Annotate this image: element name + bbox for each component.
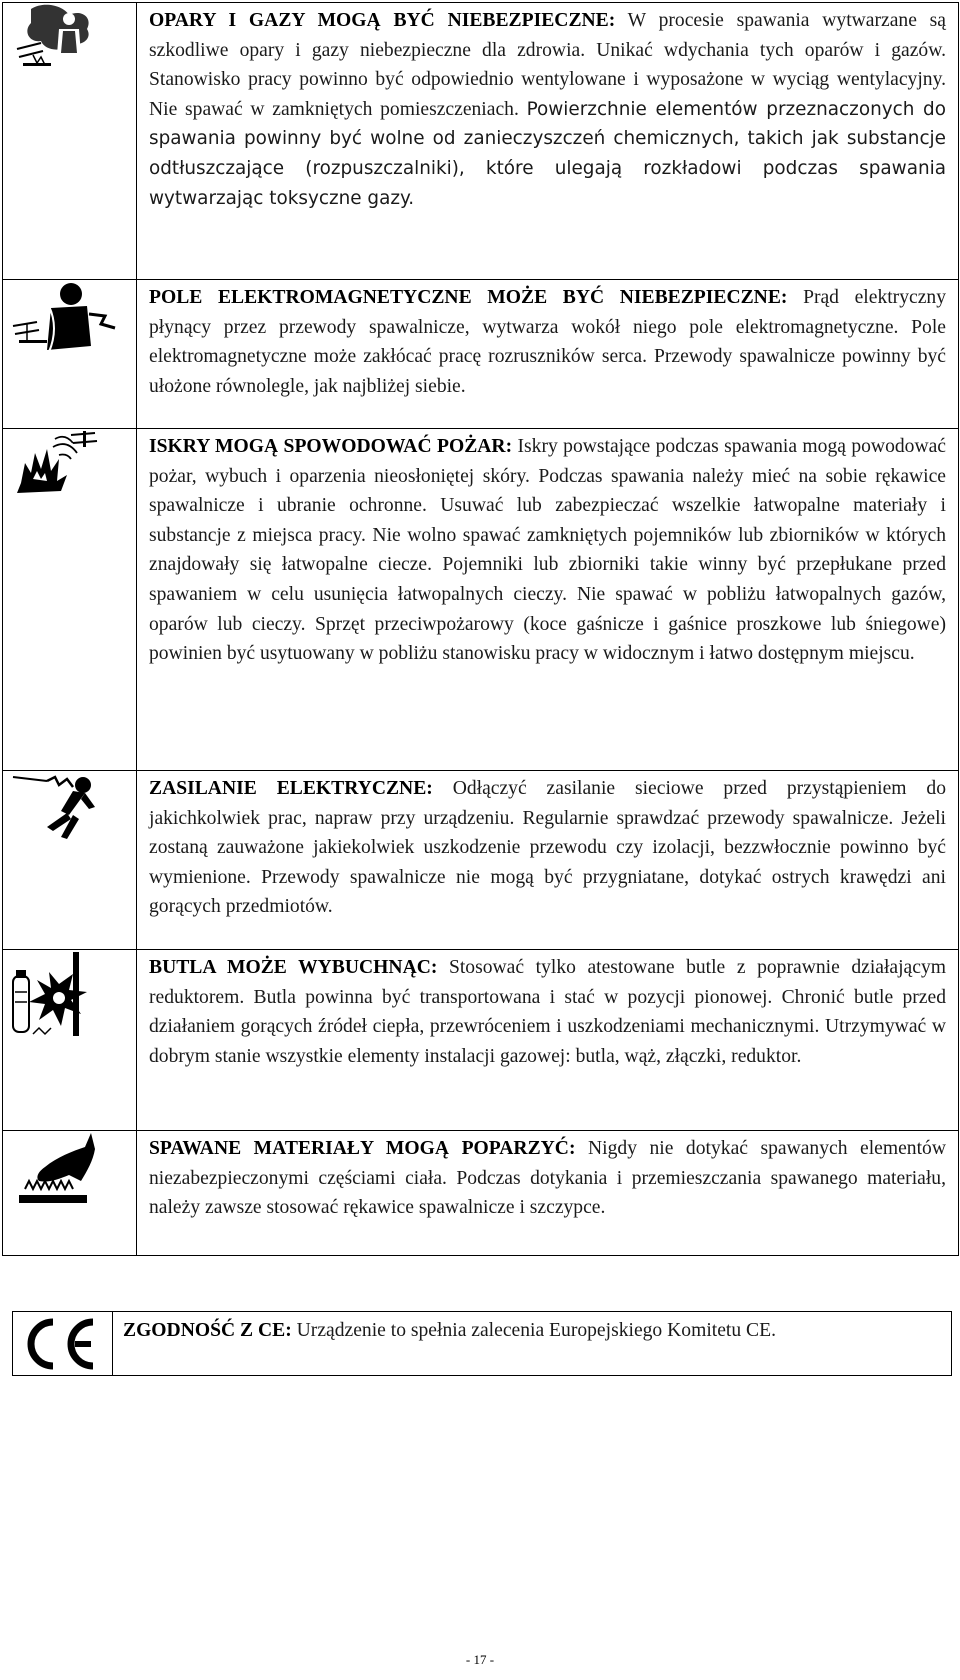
warning-row-hot-surface bbox=[3, 1131, 959, 1256]
hot-surface-burn-icon bbox=[3, 1131, 136, 1211]
warning-heading: SPAWANE MATERIAŁY MOGĄ POPARZYĆ: bbox=[149, 1138, 576, 1159]
ce-body: Urządzenie to spełnia zalecenia Europejskiego Komitetu CE. bbox=[296, 1320, 776, 1341]
ce-mark-icon bbox=[13, 1312, 112, 1375]
warning-heading: BUTLA MOŻE WYBUCHNĄC: bbox=[149, 957, 438, 978]
warning-heading: ZASILANIE ELEKTRYCZNE: bbox=[149, 778, 433, 799]
cylinder-explosion-icon bbox=[3, 950, 136, 1042]
warning-body: Prąd elektryczny płynący przez przewody spawalnicze, wytwarza wokół niego pole elektromagnetyczne. Pole elektromagnetyczne może zakłócać pracę rozruszników serca. Przewody spawalnicze powinny być ułożone równolegle, jak najbliżej siebie. bbox=[149, 287, 946, 397]
warning-paragraph bbox=[149, 1134, 946, 1223]
warning-row-fumes bbox=[3, 3, 959, 280]
warning-paragraph bbox=[149, 774, 946, 922]
warning-heading: OPARY I GAZY MOGĄ BYĆ NIEBEZPIECZNE: bbox=[149, 10, 616, 31]
warning-row-cylinder bbox=[3, 950, 959, 1131]
warning-paragraph bbox=[149, 953, 946, 1071]
fumes-gas-icon bbox=[3, 3, 136, 73]
sparks-fire-icon bbox=[3, 429, 136, 499]
warning-body: Iskry powstające podczas spawania mogą powodować pożar, wybuch i oparzenia nieosłoniętej skóry. Podczas spawania należy mieć na sobie rękawice spawalnicze i ubranie ochronne. Usuwać lub zabezpieczać wszelkie łatwopalne materiały i substancje z miejsca pracy. Nie wolno spawać zamkniętych pojemników lub zbiorników w których znajdowały się łatwopalne ciecze. Pojemniki lub zbiorniki takie winny być przepłukane przed spawaniem w celu usunięcia łatwopalnych cieczy. Nie spawać w pobliżu łatwopalnych gazów, oparów lub cieczy. Sprzęt przeciwpożarowy (koce gaśnicze i gaśnice proszkowe lub śniegowe) powinien być usytuowany w pobliżu stanowisku pracy w widocznym i łatwo dostępnym miejscu. bbox=[149, 436, 947, 665]
warning-row-sparks bbox=[3, 429, 959, 771]
electric-shock-icon bbox=[3, 771, 136, 841]
ce-compliance-table bbox=[12, 1311, 952, 1376]
warning-body-continued: Powierzchnie elementów przeznaczonych do spawania powinny być wolne od zanieczyszczeń chemicznych, takich jak substancje odtłuszczające (rozpuszczalniki), które ulegają rozkładowi podczas spawania wytwarzając toksyczne gazy. bbox=[149, 98, 946, 209]
warning-paragraph bbox=[149, 6, 946, 213]
warning-body: Stosować tylko atestowane butle z poprawnie działającym reduktorem. Butla powinna być transportowana i stać w pozycji pionowej. Chronić butle przed działaniem gorących źródeł ciepła, przewróceniem i uszkodzeniami mechanicznymi. Utrzymywać w dobrym stanie wszystkie elementy instalacji gazowej: butla, wąż, złączki, reduktor. bbox=[149, 957, 946, 1067]
warning-body: W procesie spawania wytwarzane są szkodliwe opary i gazy niebezpieczne dla zdrowia. Unikać wdychania tych oparów i gazów. Stanowisko pracy powinno być odpowiednio wentylowane i wyposażone w wyciąg wentylacyjny. Nie spawać w zamkniętych pomieszczeniach. bbox=[149, 10, 946, 120]
warning-heading: POLE ELEKTROMAGNETYCZNE MOŻE BYĆ NIEBEZPIECZNE: bbox=[149, 287, 788, 308]
warning-row-emf bbox=[3, 280, 959, 429]
warning-heading: ISKRY MOGĄ SPOWODOWAĆ POŻAR: bbox=[149, 436, 513, 457]
ce-heading: ZGODNOŚĆ Z CE: bbox=[123, 1320, 292, 1341]
warning-row-electric bbox=[3, 771, 959, 950]
warning-paragraph bbox=[149, 432, 946, 669]
warning-paragraph bbox=[149, 283, 946, 401]
ce-paragraph bbox=[123, 1316, 939, 1346]
warning-body: Odłączyć zasilanie sieciowe przed przystąpieniem do jakichkolwiek prac, napraw przy urządzeniu. Regularnie sprawdzać przewody spawalnicze. Jeżeli zostaną zauważone jakiekolwiek uszkodzenie przewodu czy izolacji, bezzwłocznie powinno być wymienione. Przewody spawalnicze nie mogą być przygniatane, dotykać ostrych krawędzi ani gorących przedmiotów. bbox=[149, 778, 947, 918]
ce-row bbox=[13, 1312, 952, 1376]
safety-warnings-table bbox=[2, 2, 959, 1256]
electromagnetic-field-icon bbox=[3, 280, 136, 360]
page-number: - 17 - bbox=[465, 1652, 495, 1667]
warning-body: Nigdy nie dotykać spawanych elementów niezabezpieczonymi częściami ciała. Podczas dotykania i przemieszczania spawanego materiału, należy zawsze stosować rękawice spawalnicze i szczypce. bbox=[149, 1138, 946, 1219]
